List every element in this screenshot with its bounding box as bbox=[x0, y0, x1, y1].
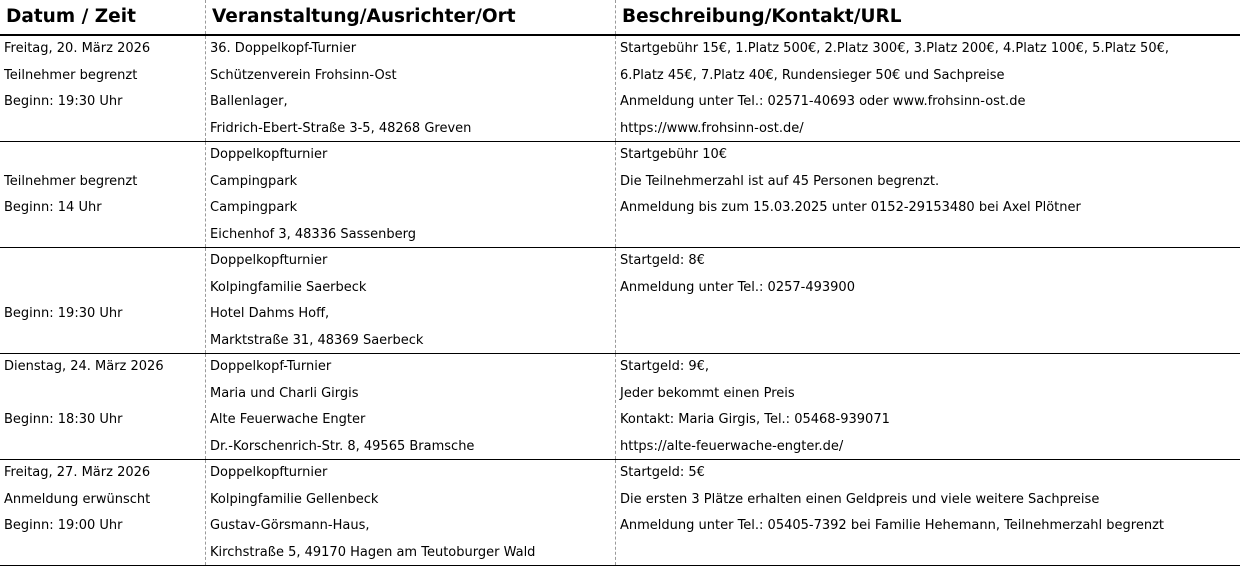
cell-line bbox=[616, 540, 1240, 567]
cell-line: Alte Feuerwache Engter bbox=[210, 412, 366, 427]
cell-line: Beginn: 18:30 Uhr bbox=[4, 412, 123, 427]
cell-line: Teilnehmer begrenzt bbox=[4, 67, 138, 83]
cell-line: Dr.-Korschenrich-Str. 8, 49565 Bramsche bbox=[210, 438, 475, 454]
cell-line: Die Teilnehmerzahl ist auf 45 Personen begrenzt. bbox=[620, 173, 940, 189]
cell-line: Startgebühr 10€ bbox=[620, 147, 728, 162]
cell-line: Kontakt: Maria Girgis, Tel.: 05468-939071 bbox=[620, 412, 890, 427]
cell-line: Gustav-Görsmann-Haus, bbox=[210, 518, 370, 533]
cell-line: https://alte-feuerwache-engter.de/ bbox=[620, 438, 844, 454]
cell-line: Startgeld: 9€, bbox=[620, 359, 710, 374]
table-row bbox=[0, 354, 1240, 460]
cell-line: Hotel Dahms Hoff, bbox=[210, 306, 330, 321]
cell-datum-zeit bbox=[0, 460, 205, 565]
table-row bbox=[0, 142, 1240, 248]
table-row bbox=[0, 248, 1240, 354]
cell-line: Jeder bekommt einen Preis bbox=[620, 385, 795, 401]
cell-line: Maria und Charli Girgis bbox=[210, 385, 359, 401]
cell-line: Startgebühr 15€, 1.Platz 500€, 2.Platz 300€, 3.Platz 200€, 4.Platz 100€, 5.Platz 50€, bbox=[620, 41, 1170, 56]
cell-line: Beginn: 14 Uhr bbox=[4, 200, 102, 215]
cell-datum-zeit bbox=[0, 248, 205, 353]
cell-line: Doppelkopfturnier bbox=[210, 253, 328, 268]
cell-line: Campingpark bbox=[210, 200, 298, 215]
cell-line: Campingpark bbox=[210, 173, 298, 189]
cell-line bbox=[616, 328, 1240, 355]
table-row bbox=[0, 460, 1240, 566]
cell-line bbox=[0, 116, 205, 143]
cell-line: Anmeldung unter Tel.: 0257-493900 bbox=[620, 279, 855, 295]
header-veranstaltung: Veranstaltung/Ausrichter/Ort bbox=[205, 0, 615, 34]
cell-line bbox=[616, 222, 1240, 249]
cell-line bbox=[616, 301, 1240, 328]
cell-datum-zeit bbox=[0, 36, 205, 141]
cell-line: Anmeldung bis zum 15.03.2025 unter 0152-29153480 bei Axel Plötner bbox=[620, 200, 1081, 215]
cell-line: Anmeldung unter Tel.: 02571-40693 oder www.frohsinn-ost.de bbox=[620, 94, 1026, 109]
cell-veranstaltung bbox=[205, 36, 615, 141]
cell-line: Ballenlager, bbox=[210, 94, 288, 109]
cell-line: Schützenverein Frohsinn-Ost bbox=[210, 67, 397, 83]
cell-line: Teilnehmer begrenzt bbox=[4, 173, 138, 189]
cell-line: Die ersten 3 Plätze erhalten einen Geldpreis und viele weitere Sachpreise bbox=[620, 491, 1100, 507]
cell-line: Anmeldung erwünscht bbox=[4, 491, 151, 507]
cell-veranstaltung bbox=[205, 248, 615, 353]
cell-line: 36. Doppelkopf-Turnier bbox=[210, 41, 357, 56]
cell-line: Fridrich-Ebert-Straße 3-5, 48268 Greven bbox=[210, 120, 472, 136]
cell-line: Kirchstraße 5, 49170 Hagen am Teutoburger Wald bbox=[210, 544, 536, 560]
cell-line bbox=[0, 434, 205, 461]
cell-line: Doppelkopfturnier bbox=[210, 147, 328, 162]
cell-line: Beginn: 19:30 Uhr bbox=[4, 94, 123, 109]
cell-line bbox=[0, 275, 205, 302]
cell-line: Marktstraße 31, 48369 Saerbeck bbox=[210, 332, 424, 348]
cell-beschreibung bbox=[615, 248, 1240, 353]
cell-line: Doppelkopfturnier bbox=[210, 465, 328, 480]
cell-line bbox=[0, 142, 205, 169]
table-header bbox=[0, 0, 1240, 36]
cell-line: 6.Platz 45€, 7.Platz 40€, Rundensieger 50€ und Sachpreise bbox=[620, 67, 1005, 83]
cell-beschreibung bbox=[615, 36, 1240, 141]
header-beschreibung: Beschreibung/Kontakt/URL bbox=[615, 0, 1240, 34]
table-row bbox=[0, 36, 1240, 142]
cell-datum-zeit bbox=[0, 142, 205, 247]
cell-line: Beginn: 19:30 Uhr bbox=[4, 306, 123, 321]
cell-line bbox=[0, 381, 205, 408]
cell-line: Kolpingfamilie Saerbeck bbox=[210, 279, 367, 295]
cell-line: Eichenhof 3, 48336 Sassenberg bbox=[210, 226, 416, 242]
cell-line: Dienstag, 24. März 2026 bbox=[4, 359, 164, 374]
cell-line bbox=[0, 222, 205, 249]
cell-line: Beginn: 19:00 Uhr bbox=[4, 518, 123, 533]
header-datum-zeit: Datum / Zeit bbox=[6, 6, 136, 27]
cell-beschreibung bbox=[615, 460, 1240, 565]
cell-line bbox=[0, 328, 205, 355]
cell-beschreibung bbox=[615, 354, 1240, 459]
cell-line: Freitag, 27. März 2026 bbox=[4, 465, 151, 480]
cell-datum-zeit bbox=[0, 354, 205, 459]
cell-veranstaltung bbox=[205, 354, 615, 459]
cell-beschreibung bbox=[615, 142, 1240, 247]
cell-line: Doppelkopf-Turnier bbox=[210, 359, 332, 374]
cell-line bbox=[0, 540, 205, 567]
cell-line: Startgeld: 5€ bbox=[620, 465, 705, 480]
cell-veranstaltung bbox=[205, 142, 615, 247]
cell-line: Freitag, 20. März 2026 bbox=[4, 41, 151, 56]
cell-line: Anmeldung unter Tel.: 05405-7392 bei Familie Hehemann, Teilnehmerzahl begrenzt bbox=[620, 518, 1165, 533]
cell-line: Startgeld: 8€ bbox=[620, 253, 705, 268]
cell-veranstaltung bbox=[205, 460, 615, 565]
cell-line bbox=[0, 248, 205, 275]
cell-line: Kolpingfamilie Gellenbeck bbox=[210, 491, 379, 507]
cell-line: https://www.frohsinn-ost.de/ bbox=[620, 120, 804, 136]
